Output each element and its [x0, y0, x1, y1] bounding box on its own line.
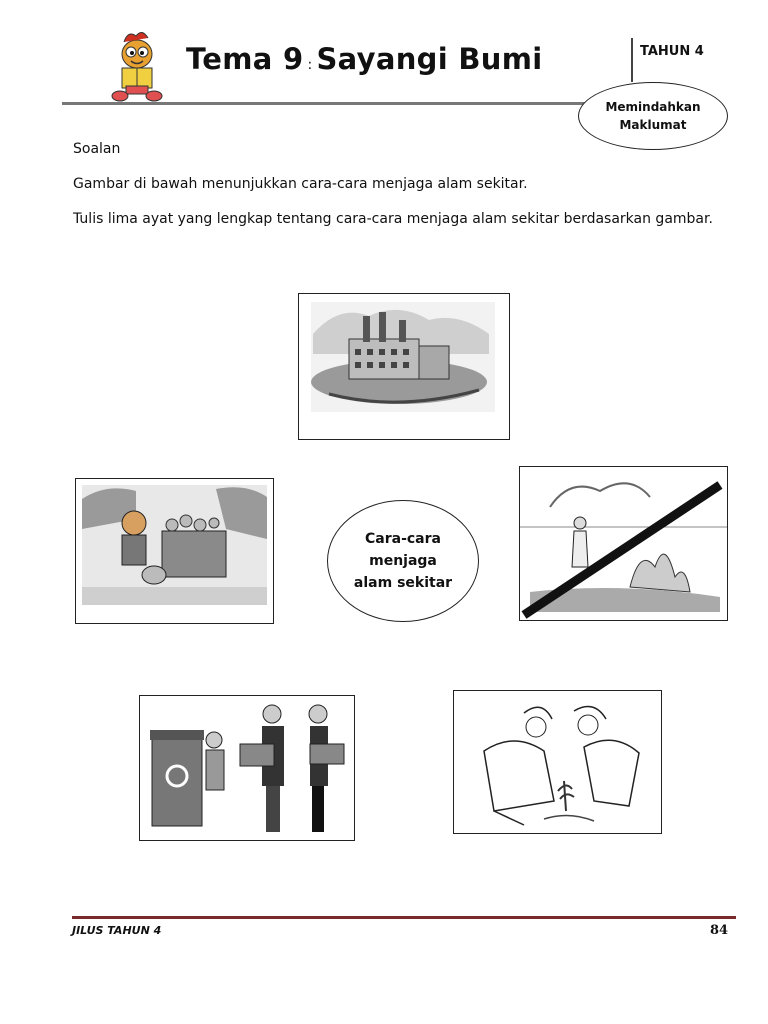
mascot-logo [106, 24, 168, 104]
instruction-line-2: Tulis lima ayat yang lengkap tentang cara-cara menjaga alam sekitar berdasarkan gambar. [73, 211, 713, 227]
footer-rule [72, 916, 736, 919]
instruction-line-1: Gambar di bawah menunjukkan cara-cara menjaga alam sekitar. [73, 176, 528, 192]
page-number: 84 [710, 923, 729, 938]
picture-open-burning [519, 466, 728, 621]
level-label: TAHUN 4 [640, 44, 704, 59]
skill-badge: Memindahkan Maklumat [578, 82, 728, 150]
picture-factory [298, 293, 510, 440]
picture-recycling [139, 695, 355, 841]
picture-tree-planting [453, 690, 662, 834]
page-title: Tema 9 : Sayangi Bumi [186, 42, 543, 76]
picture-rubbish-bin [75, 478, 274, 624]
question-label: Soalan [73, 141, 121, 157]
header-divider [631, 38, 633, 82]
header-rule [62, 102, 617, 105]
topic-oval: Cara-cara menjaga alam sekitar [327, 500, 479, 622]
footer-book-title: JILUS TAHUN 4 [72, 924, 162, 937]
